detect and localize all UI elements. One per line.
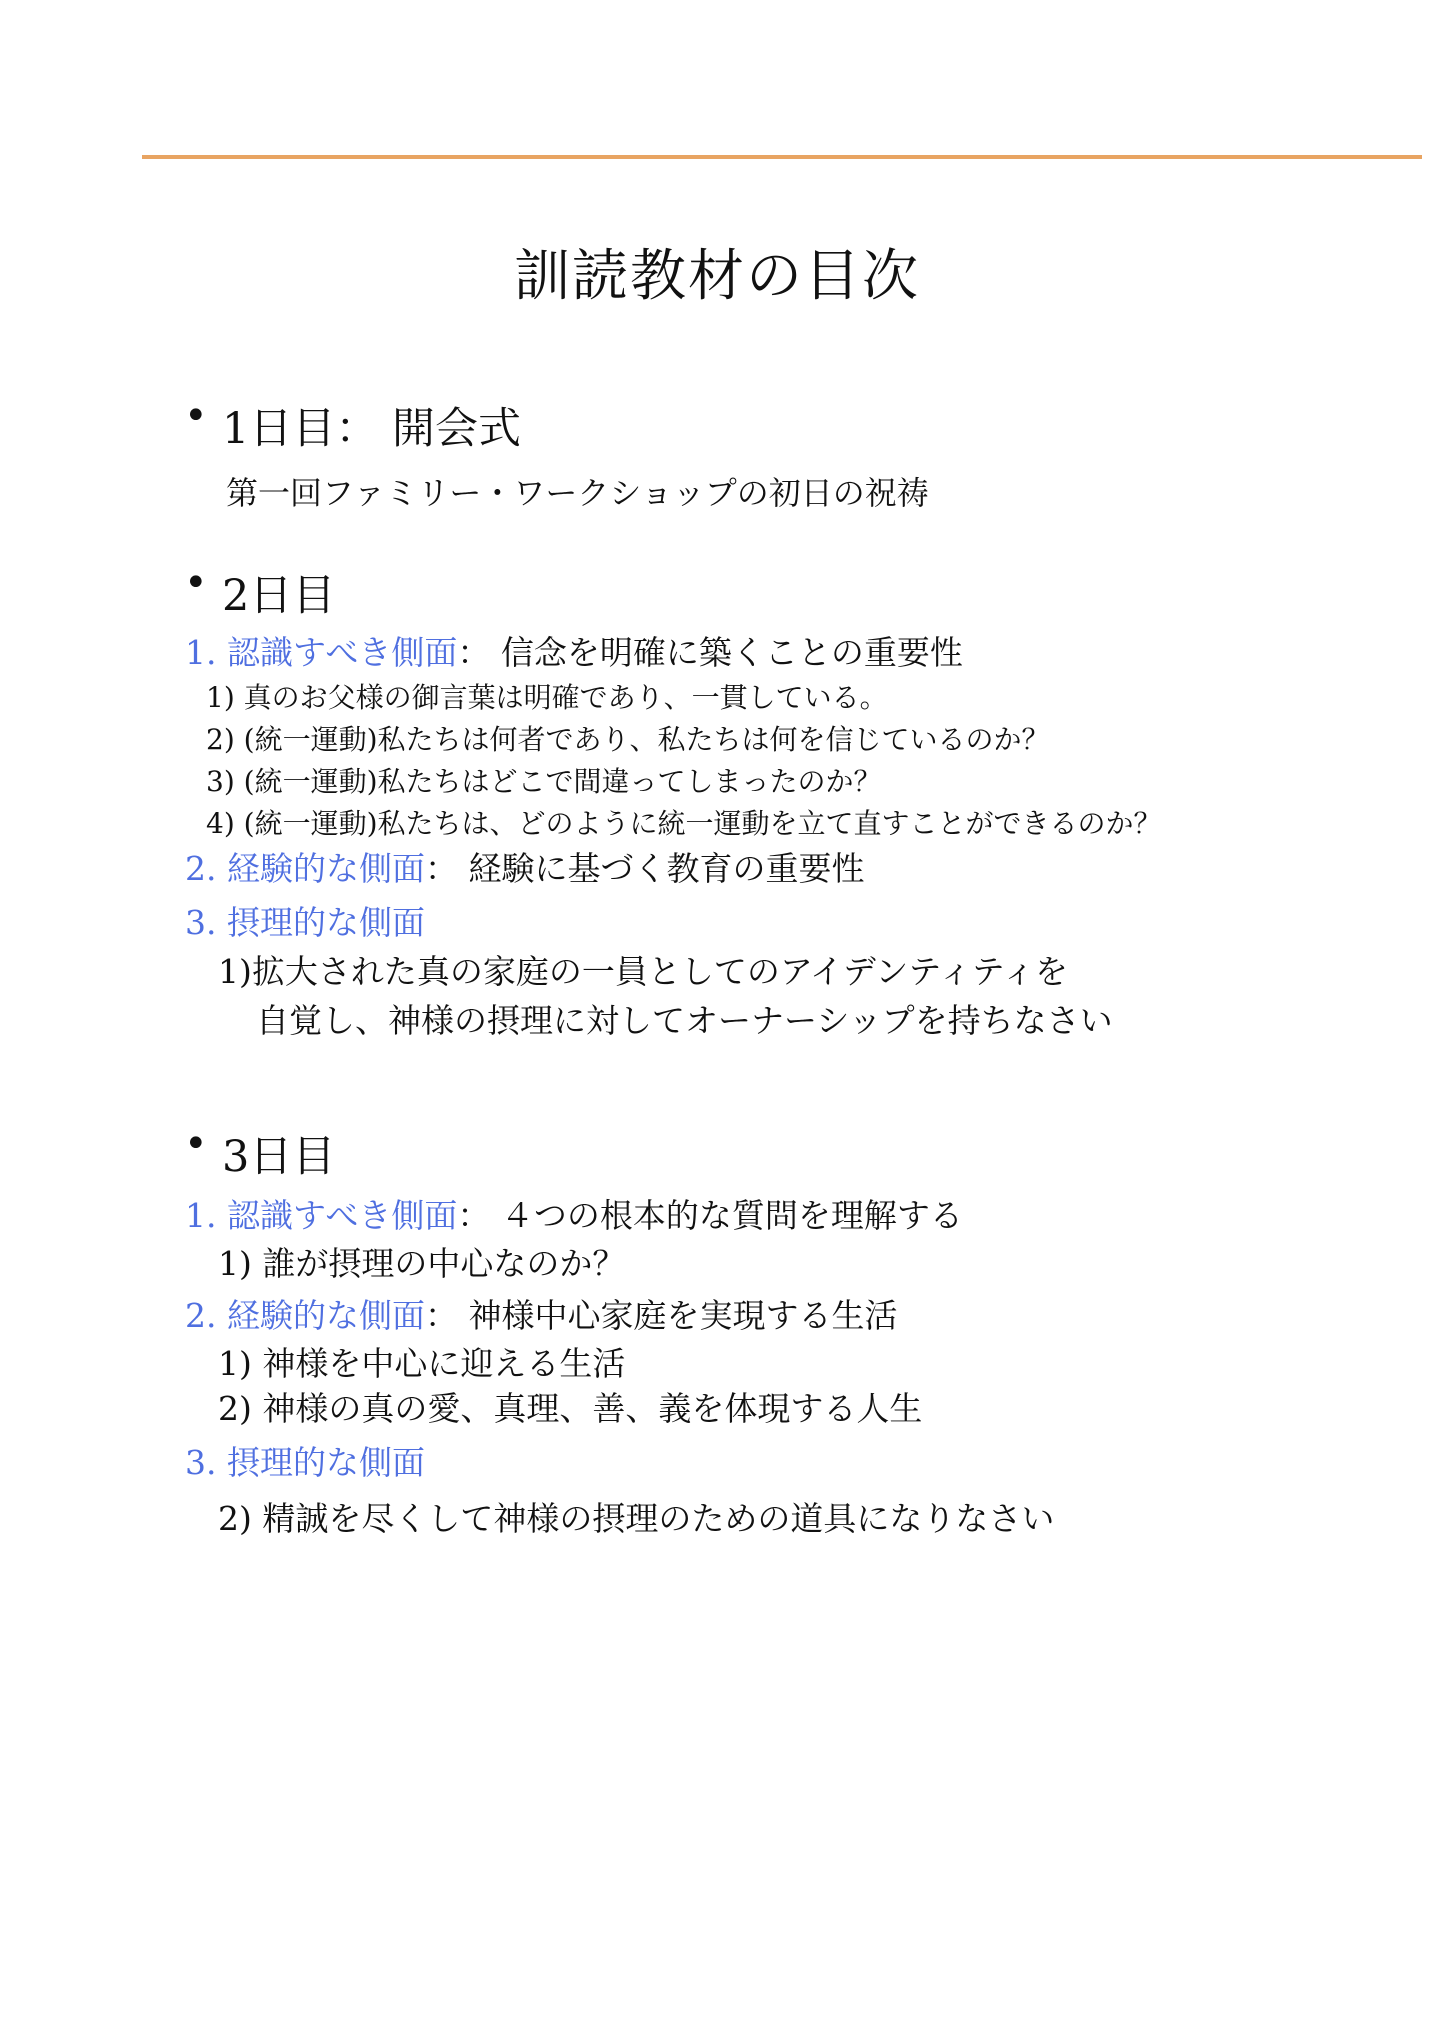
day2-section-1-text: ： 信念を明確に築くことの重要性 <box>457 633 963 672</box>
day3-section-2-label: 2. 経験的な側面 <box>185 1296 425 1335</box>
day3-s1-item-1: 1) 誰が摂理の中心なのか？ <box>218 1244 626 1283</box>
day2-section-1-label: 1. 認識すべき側面 <box>185 633 458 672</box>
day2-section-2-text: ： 経験に基づく教育の重要性 <box>424 849 865 888</box>
day2-section-2 <box>185 843 864 890</box>
day2-s3-item-line2: 自覚し、神様の摂理に対してオーナーシップを持ちなさい <box>256 1001 1113 1040</box>
day2-s1-item-4: 4) (統一運動)私たちは、どのように統一運動を立て直すことができるのか？ <box>206 807 1162 840</box>
day3-section-1-label: 1. 認識すべき側面 <box>185 1196 458 1235</box>
day2-section-3 <box>185 897 425 944</box>
day3-s2-item-2: 2) 神様の真の愛、真理、善、義を体現する人生 <box>218 1389 923 1428</box>
day3-section-2 <box>185 1290 897 1337</box>
day2-heading: • 2日目 <box>222 562 335 623</box>
day2-s3-item-line1: 1)拡大された真の家庭の一員としてのアイデンティティを <box>218 952 1068 991</box>
day3-s3-item-1: 2) 精誠を尽くして神様の摂理のための道具になりなさい <box>218 1499 1055 1538</box>
day2-section-1 <box>185 627 963 674</box>
day3-section-3 <box>185 1437 425 1484</box>
day3-section-1 <box>185 1190 963 1237</box>
day3-section-1-text: ： ４つの根本的な質問を理解する <box>457 1196 963 1235</box>
day2-section-3-label: 3. 摂理的な側面 <box>185 903 425 942</box>
day3-section-3-label: 3. 摂理的な側面 <box>185 1443 425 1482</box>
day2-s1-item-3: 3) (統一運動)私たちはどこで間違ってしまったのか？ <box>206 765 882 798</box>
day3-section-2-text: ： 神様中心家庭を実現する生活 <box>424 1296 898 1335</box>
day1-subtitle: 第一回ファミリー・ワークショップの初日の祝祷 <box>226 474 929 512</box>
day2-s1-item-1: 1) 真のお父様の御言葉は明確であり、一貫している。 <box>206 681 888 714</box>
day1-heading: • 1日目： 開会式 <box>222 395 521 456</box>
day3-s2-item-1: 1) 神様を中心に迎える生活 <box>218 1344 626 1383</box>
top-divider <box>142 155 1422 159</box>
page-title: 訓読教材の目次 <box>514 244 920 309</box>
day2-s1-item-2: 2) (統一運動)私たちは何者であり、私たちは何を信じているのか？ <box>206 723 1050 756</box>
day3-heading: • 3日目 <box>222 1123 335 1184</box>
day2-section-2-label: 2. 経験的な側面 <box>185 849 425 888</box>
